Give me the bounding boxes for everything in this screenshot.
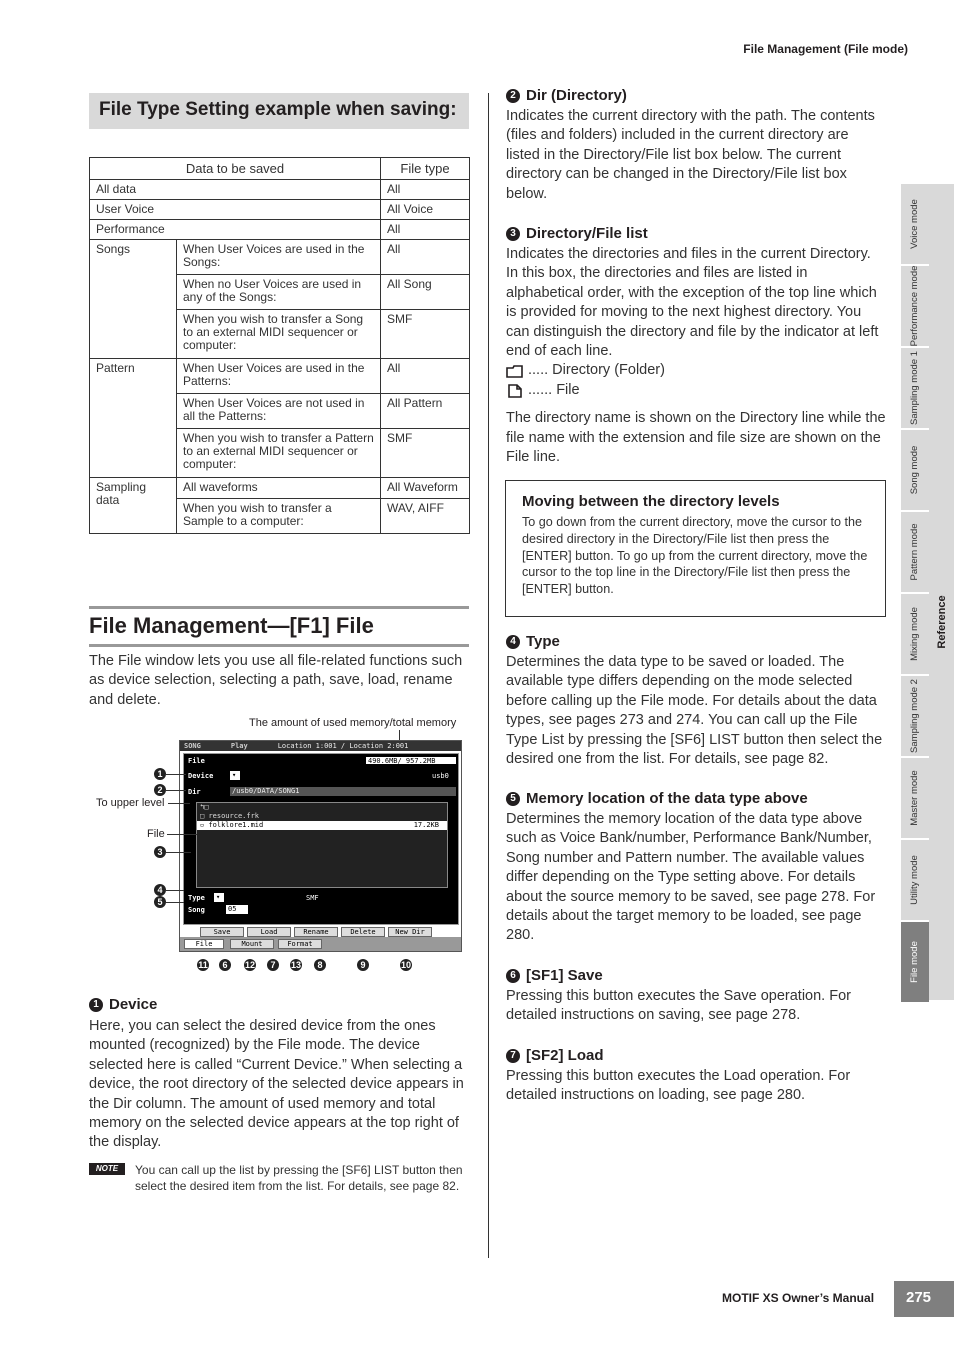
directory-file-list[interactable] xyxy=(196,802,448,888)
side-tab-utility[interactable]: Utility mode xyxy=(901,840,929,922)
reference-strip: Reference xyxy=(929,184,954,1000)
device-section: 1 Device Here, you can select the desired device from the ones mounted (recognized) by the File mode. The device selected here is called “Current Device.” When selecting a device, the root directory of the selected device appears in the Dir column. The amount of used memory and total memory on the selected device appears at the top right of the display. xyxy=(89,996,464,1151)
callout-3: 3 xyxy=(154,846,166,858)
callout-2: 2 xyxy=(154,784,166,796)
memory-caption: The amount of used memory/total memory xyxy=(249,717,457,729)
sf2-section: 7 [SF2] Load Pressing this button executes the Load operation. For detailed instructions on loading, see page 280. xyxy=(506,1047,851,1104)
table-row: Songs When User Voices are used in the Songs: All xyxy=(90,240,470,275)
table-row: User Voice All Voice xyxy=(90,200,470,220)
table-row: All data All xyxy=(90,180,470,200)
side-tab-file[interactable]: File mode xyxy=(901,922,929,1004)
side-tab-sampling1[interactable]: Sampling mode 1 xyxy=(901,348,929,430)
device-dropdown-icon[interactable]: ▾ xyxy=(230,771,240,780)
rename-button[interactable]: Rename xyxy=(294,927,338,937)
table-row: Performance All xyxy=(90,220,470,240)
table-row: When you wish to transfer a Song to an external MIDI sequencer or computer: SMF xyxy=(90,310,470,359)
table-row: When you wish to transfer a Sample to a computer: WAV, AIFF xyxy=(90,499,470,534)
type-section: 4 Type Determines the data type to be saved or loaded. The available type differs depending on the mode selected before calling up the File mode. For details about the data types, see pages 273 and 274. You can call up the File Type List by pressing the [SF6] LIST button then select the desired one from the list. For details, see page 82. xyxy=(506,633,883,768)
file-screen-screenshot xyxy=(179,740,462,952)
callout-7: 7 xyxy=(267,959,279,971)
up-folder-icon[interactable]: ↰□ xyxy=(200,803,209,811)
lcd-tab-bar xyxy=(180,937,462,951)
callout-9: 9 xyxy=(357,959,369,971)
callout-5: 5 xyxy=(154,896,166,908)
table-row: When no User Voices are used in any of the Songs: All Song xyxy=(90,275,470,310)
side-tab-pattern[interactable]: Pattern mode xyxy=(901,512,929,594)
footer-manual-title: MOTIF XS Owner’s Manual xyxy=(722,1291,875,1305)
file-icon xyxy=(506,384,524,398)
page-number: 275 xyxy=(894,1281,954,1317)
tab-mount[interactable]: Mount xyxy=(230,939,274,949)
callout-13: 13 xyxy=(290,960,301,970)
note: NOTE You can call up the list by pressing the [SF6] LIST button then select the desired item from the list. For details, see page 82. xyxy=(89,1162,473,1194)
note-badge: NOTE xyxy=(89,1163,125,1175)
type-dropdown-icon[interactable]: ▾ xyxy=(214,893,224,902)
dirlist-section: 3 Directory/File list Indicates the directories and files in the current Directory. In this box, the directories and files are listed in alphabetical order, with the exception of the top line which is provided for moving to the next highest directory. You can distinguish the directory and file by the indicator at left end of each line. ..... Directory (Folder) ...... File The directory name is shown on the Directory line while the file name with the extension and file size are shown on the File line. xyxy=(506,225,886,466)
song-number-field[interactable]: 05 xyxy=(226,905,248,914)
running-header: File Management (File mode) xyxy=(743,42,908,56)
side-tabs xyxy=(901,184,929,1004)
tip-box: Moving between the directory levels To go down from the current directory, move the cursor to the desired directory in the Directory/File list then press the [ENTER] button. To go up from the current directory, move the cursor to the top line in the Directory/File list then press the [ENTER] button. xyxy=(505,480,886,617)
column-divider xyxy=(488,93,489,1258)
table-header-row xyxy=(90,158,470,180)
intro-text: The File window lets you use all file-related functions such as device selection, selecting a path, save, load, rename and delete. xyxy=(89,653,463,708)
file-type-table xyxy=(89,157,470,534)
load-button[interactable]: Load xyxy=(247,927,291,937)
lcd-topbar: SONG Play Location 1:001 / Location 2:001 xyxy=(180,741,461,751)
file-type-banner: File Type Setting example when saving: xyxy=(89,93,469,129)
save-button[interactable]: Save xyxy=(200,927,244,937)
label-file: File xyxy=(147,828,165,840)
section-title: File Management—[F1] File xyxy=(89,606,469,647)
sf1-section: 6 [SF1] Save Pressing this button executes the Save operation. For detailed instructions on saving, see page 278. xyxy=(506,967,851,1024)
dir-field: /usb0/DATA/SONG1 xyxy=(230,787,456,796)
callout-8: 8 xyxy=(314,959,326,971)
side-tab-mixing[interactable]: Mixing mode xyxy=(901,594,929,676)
callout-6: 6 xyxy=(219,959,231,971)
callout-1: 1 xyxy=(154,768,166,780)
table-row: Pattern When User Voices are used in the Patterns: All xyxy=(90,359,470,394)
memory-location-section: 5 Memory location of the data type above Determines the memory location of the data type above such as Voice Bank/number, Performance Bank/Number, Song number and Pattern number. The available values differ depending on the Type setting above. For details about the source memory to be saved, see page 278. For details about the target memory to be loaded, see page 280. xyxy=(506,790,876,944)
side-tab-sampling2[interactable]: Sampling mode 2 xyxy=(901,676,929,758)
callout-12: 12 xyxy=(244,960,255,970)
tab-file[interactable]: File xyxy=(184,939,224,949)
callout-11: 11 xyxy=(198,960,208,970)
file-row[interactable]: ▫ folklore1.mid 17.2KB xyxy=(197,821,447,830)
lcd-button-row xyxy=(200,927,440,937)
table-row: When User Voices are not used in all the Patterns: All Pattern xyxy=(90,394,470,429)
side-tab-master[interactable]: Master mode xyxy=(901,758,929,840)
callout-4: 4 xyxy=(154,884,166,896)
table-row: Sampling data All waveforms All Waveform xyxy=(90,478,470,499)
side-tab-song[interactable]: Song mode xyxy=(901,430,929,512)
delete-button[interactable]: Delete xyxy=(341,927,385,937)
side-tab-voice[interactable]: Voice mode xyxy=(901,184,929,266)
table-row: When you wish to transfer a Pattern to an external MIDI sequencer or computer: SMF xyxy=(90,429,470,478)
new-dir-button[interactable]: New Dir xyxy=(388,927,432,937)
lcd-window: File 490.6MB/ 957.2MB Device ▾ usb0 Dir /usb0/DATA/SONG1 ↰□ □ resource.frk ▫ folklore1.mid 17.2KB Type ▾ SMF Song 05 xyxy=(183,753,459,925)
folder-icon xyxy=(506,365,524,378)
label-upper-level: To upper level xyxy=(96,797,165,809)
dir-section: 2 Dir (Directory) Indicates the current directory with the path. The contents (files and folders) included in the current directory are listed in the Directory/File list box below. The current directory can be changed in the Directory/File list box below. xyxy=(506,87,875,202)
side-tab-performance[interactable]: Performance mode xyxy=(901,266,929,348)
callout-10: 10 xyxy=(400,960,411,970)
header-type: File type xyxy=(381,158,470,180)
folder-row[interactable]: □ resource.frk xyxy=(200,812,260,820)
tab-format[interactable]: Format xyxy=(278,939,322,949)
memory-readout: 490.6MB/ 957.2MB xyxy=(365,756,457,765)
header-data: Data to be saved xyxy=(90,158,381,180)
